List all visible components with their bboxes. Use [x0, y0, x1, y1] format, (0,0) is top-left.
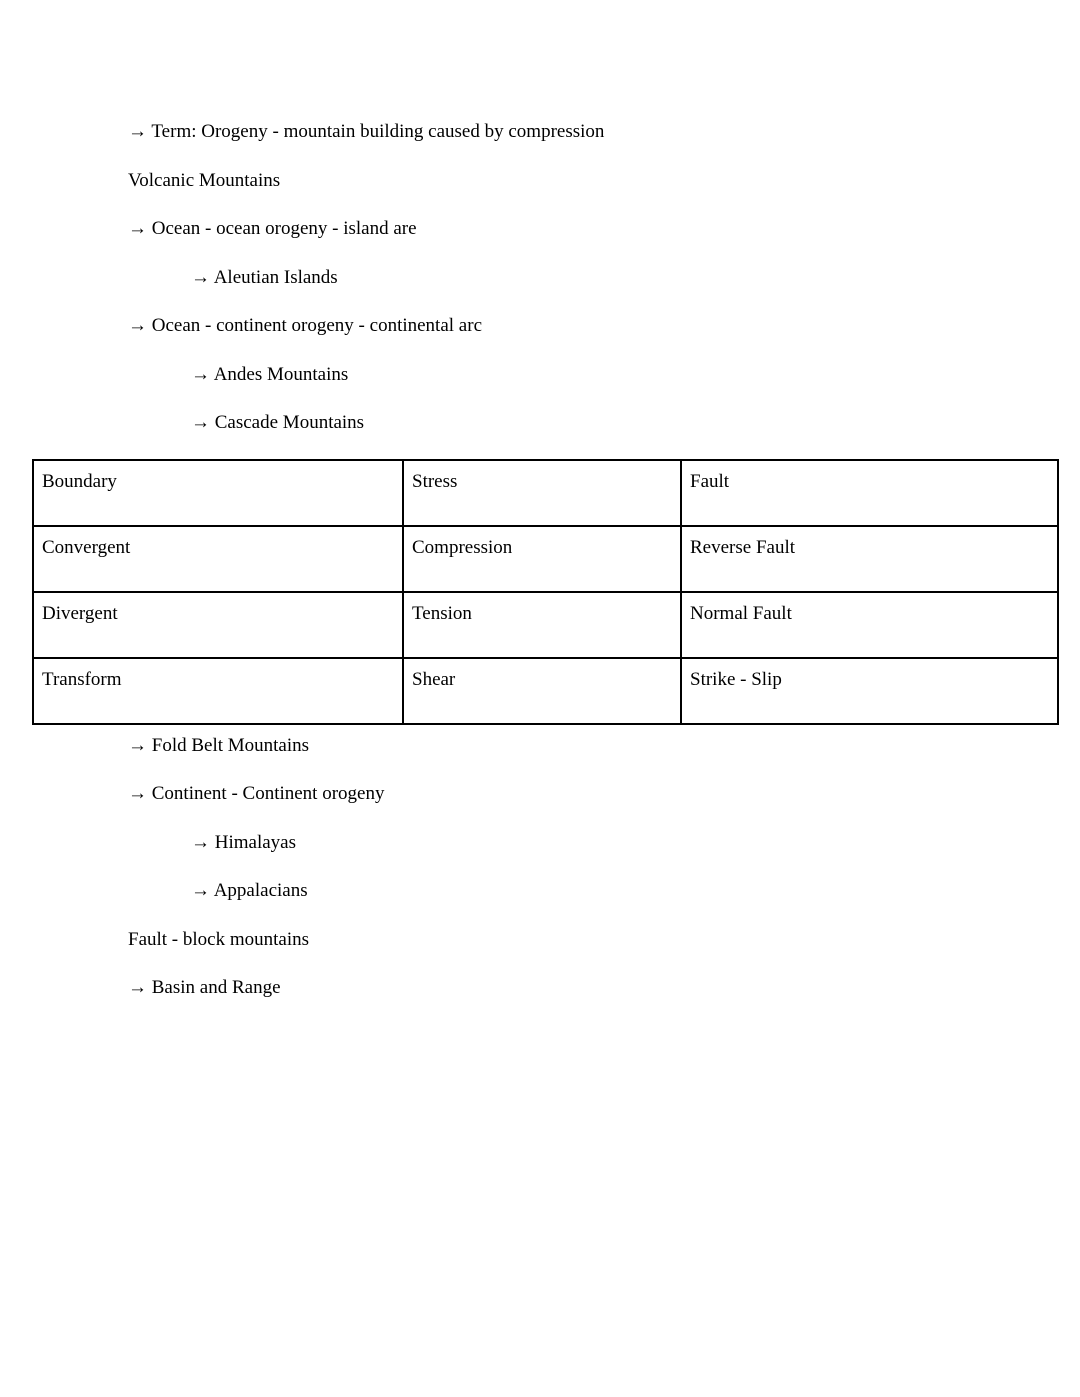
table-cell: Compression — [403, 526, 681, 592]
table-cell: Shear — [403, 658, 681, 724]
table-cell: Divergent — [33, 592, 403, 658]
table-row — [33, 526, 1058, 592]
table-row — [33, 658, 1058, 724]
note-line: Volcanic Mountains — [128, 169, 281, 191]
table-header-stress: Stress — [403, 460, 681, 526]
note-line: → Appalacians — [191, 880, 308, 901]
note-line: → Ocean - continent orogeny - continental arc — [128, 315, 482, 336]
note-line: → Andes Mountains — [191, 363, 349, 385]
note-line: → Continent - Continent orogeny — [128, 783, 385, 804]
note-line: Fault - block mountains — [128, 928, 310, 950]
note-line: → Basin and Range — [128, 977, 281, 998]
table-section — [0, 459, 1080, 725]
note-line: → Fold Belt Mountains — [128, 734, 310, 756]
table-cell: Normal Fault — [681, 592, 1058, 658]
table-cell: Convergent — [33, 526, 403, 592]
note-line: → Term: Orogeny - mountain building caused by compression — [128, 121, 605, 142]
table-header-boundary: Boundary — [33, 460, 403, 526]
note-line: → Cascade Mountains — [191, 412, 365, 433]
note-line: → Ocean - ocean orogeny - island are — [128, 218, 417, 239]
notes-top-section — [0, 0, 1080, 432]
note-line: → Aleutian Islands — [191, 266, 338, 288]
table-cell: Reverse Fault — [681, 526, 1058, 592]
notes-bottom-section — [0, 725, 1080, 998]
table-header-row — [33, 460, 1058, 526]
table-cell: Transform — [33, 658, 403, 724]
table-row — [33, 592, 1058, 658]
boundary-stress-fault-table — [32, 459, 1059, 725]
table-cell: Strike - Slip — [681, 658, 1058, 724]
table-cell: Tension — [403, 592, 681, 658]
note-line: → Himalayas — [191, 831, 297, 853]
table-header-fault: Fault — [681, 460, 1058, 526]
